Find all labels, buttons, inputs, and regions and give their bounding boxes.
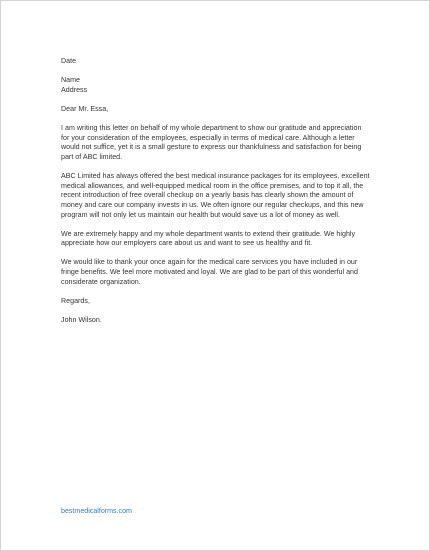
paragraph-line: medical allowances, and well-equipped medical room in the office premises, and to top it all, the [61, 181, 364, 190]
letter-body [61, 57, 379, 326]
recipient-address: Address [61, 85, 88, 94]
signature: John Wilson. [61, 316, 102, 325]
paragraph-line: would not suffice, yet it is a small gesture to express our thankfulness and satisfaction for being [61, 143, 362, 152]
paragraph-line: recent introduction of free overall checkup on a yearly basis has clearly shown the amount of [61, 191, 354, 200]
recipient-name: Name [61, 76, 81, 85]
paragraph-1 [61, 124, 379, 162]
paragraph-line: appreciate how our employers care about us and want to see us healthy and fit. [61, 239, 313, 248]
paragraph-2 [61, 172, 379, 220]
paragraph-line: ABC Limited has always offered the best medical insurance packages for its employees, excellent [61, 172, 370, 181]
footer-website-link[interactable]: bestmedicalforms.com [61, 507, 132, 515]
spacer [61, 67, 379, 77]
paragraph-line: fringe benefits. We feel more motivated and loyal. We are glad to be part of this wonderful and [61, 268, 358, 277]
paragraph-line: considerate organization. [61, 277, 141, 286]
spacer [61, 115, 379, 125]
date-line: Date [61, 57, 77, 65]
paragraph-line: I am writing this letter on behalf of my whole department to show our gratitude and appreciation [61, 124, 362, 133]
paragraph-line: money and care our company invests in us. We often ignore our regular checkups, and this new [61, 200, 364, 209]
paragraph-line: part of ABC limited. [61, 152, 123, 161]
paragraph-line: We are extremely happy and my whole department wants to extend their gratitude. We highly [61, 229, 356, 238]
paragraph-3 [61, 230, 379, 249]
paragraph-line: for your consideration of the employees, especially in terms of medical care. Although a letter [61, 133, 355, 142]
paragraph-line: program will not only let us maintain our health but would save us a lot of money as well. [61, 210, 340, 219]
closing: Regards, [61, 296, 90, 305]
spacer [61, 95, 379, 105]
paragraph-line: We would like to thank your once again for the medical care services you have included in our [61, 258, 358, 267]
spacer [61, 306, 379, 316]
paragraph-4 [61, 258, 379, 287]
salutation: Dear Mr. Essa, [61, 104, 109, 113]
